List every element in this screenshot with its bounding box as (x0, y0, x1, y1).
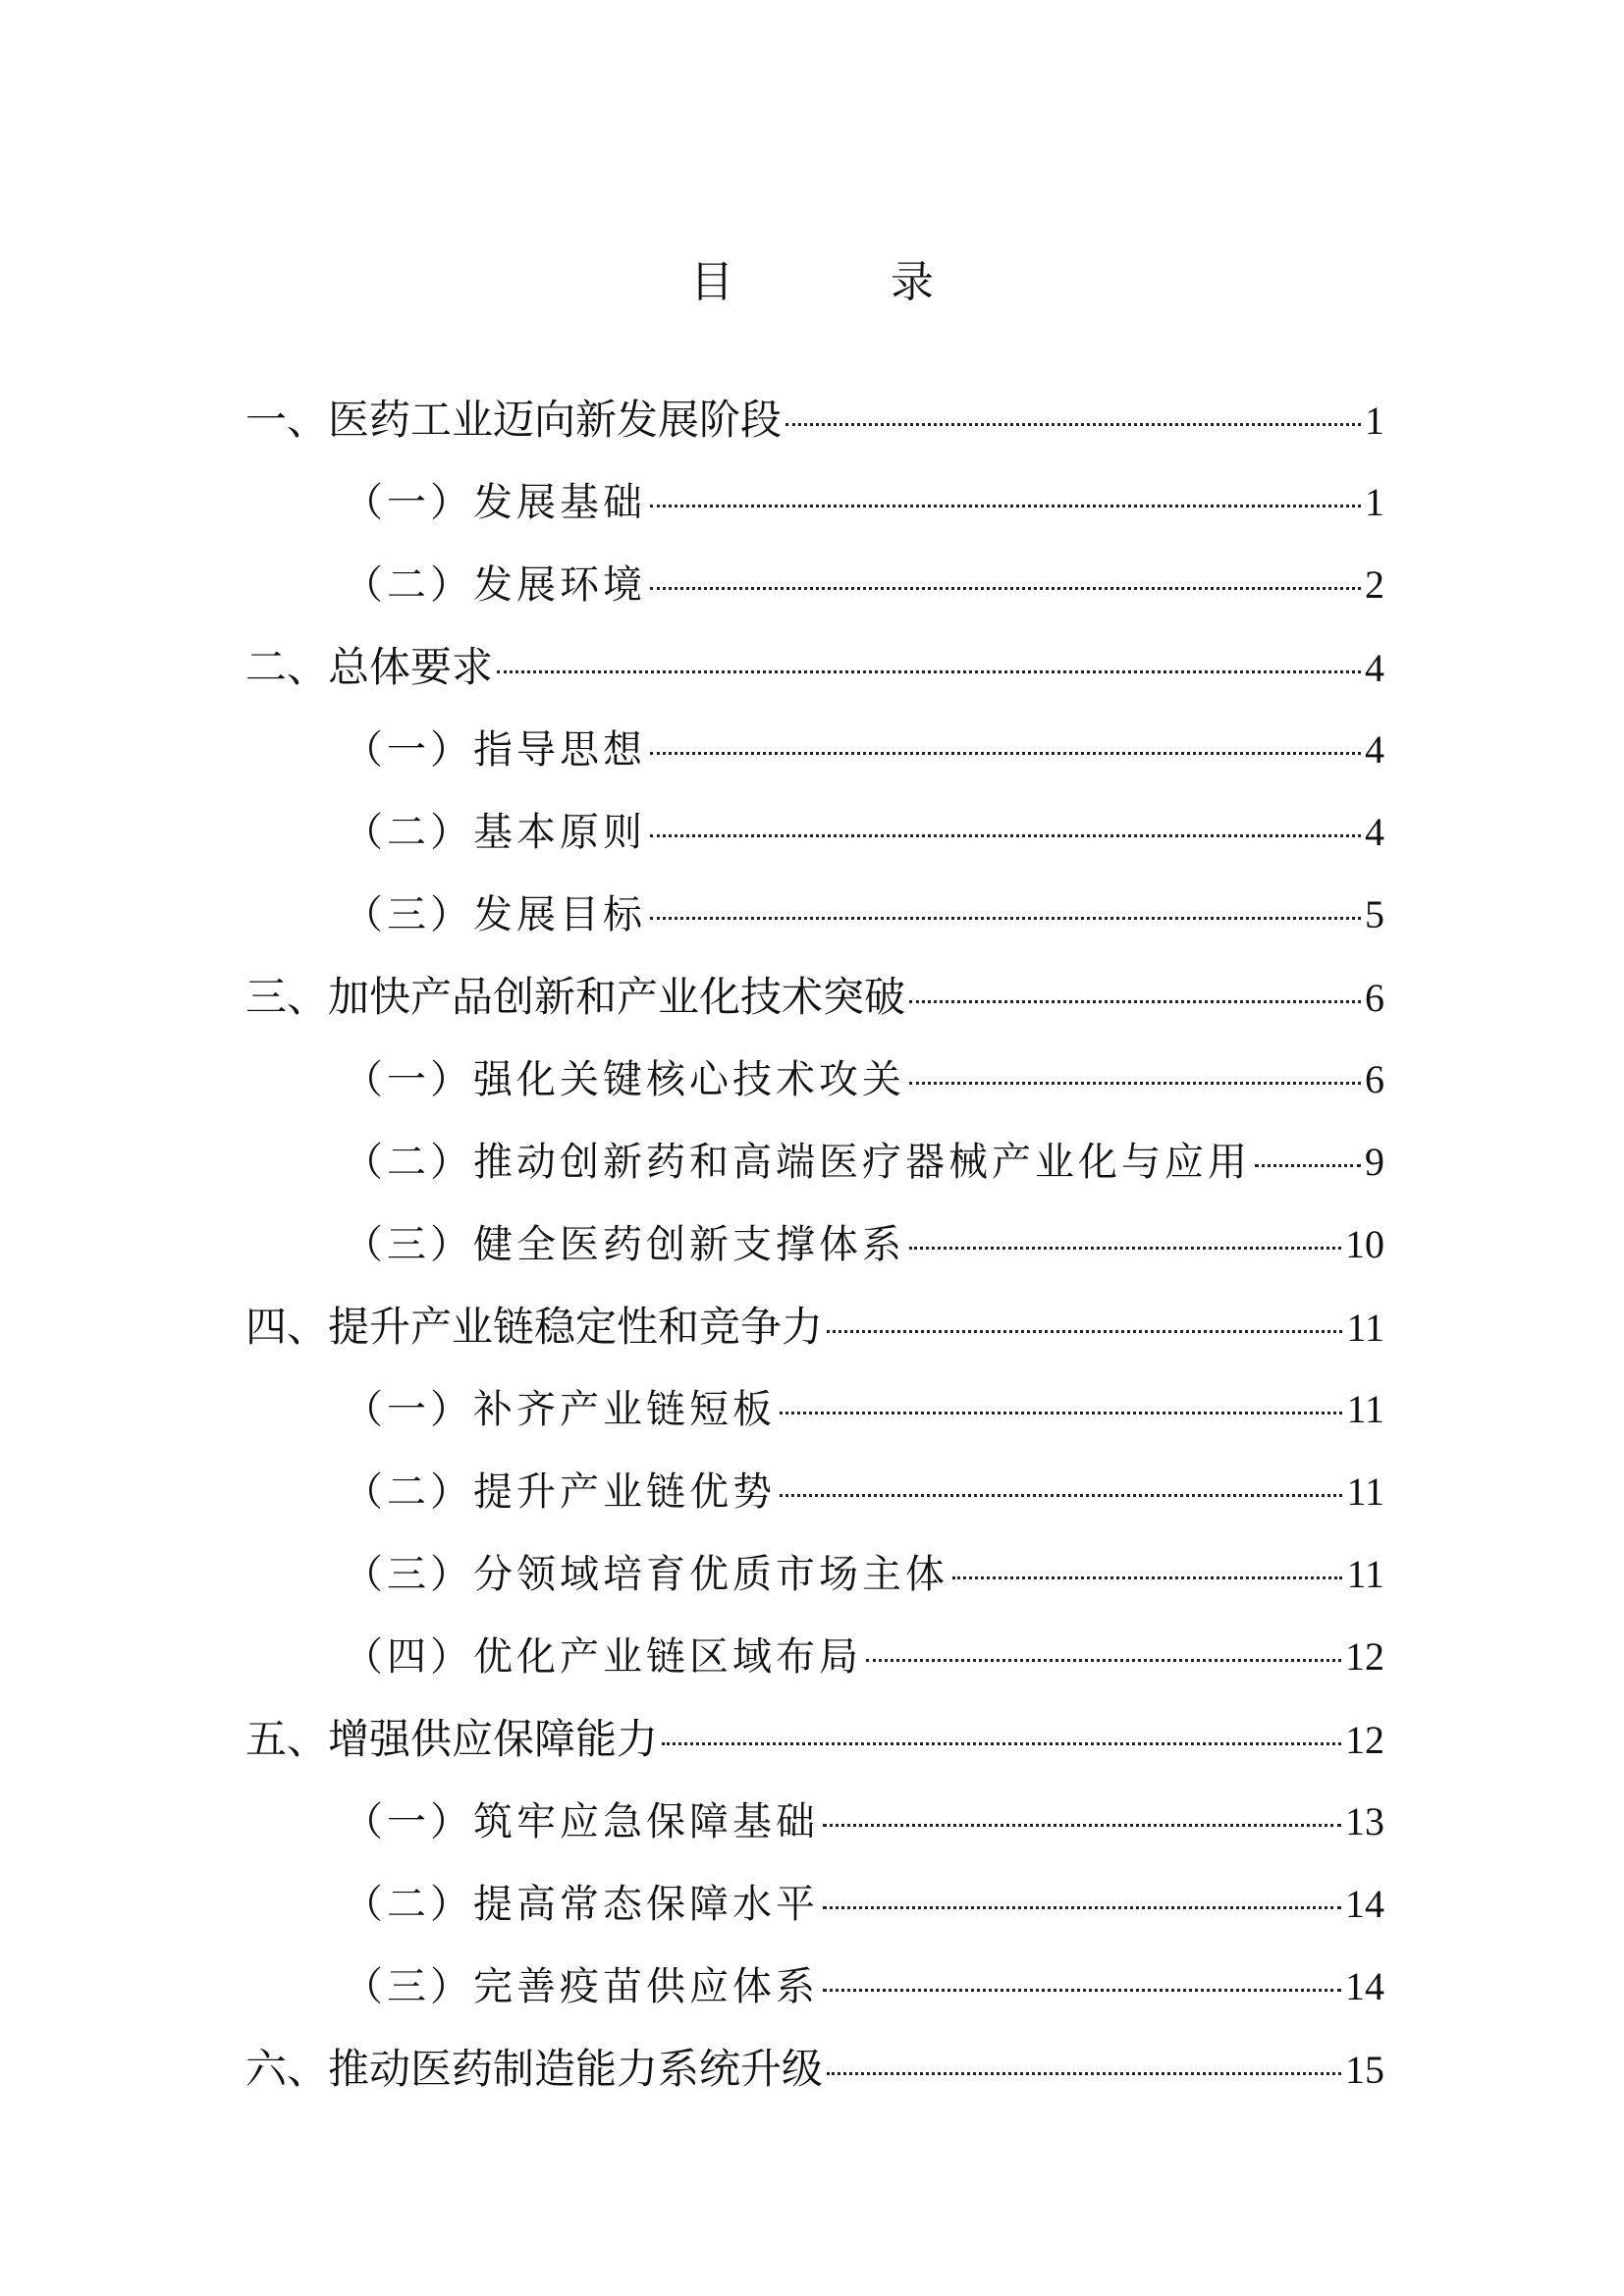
toc-entry-label: （二）提高常态保障水平 (344, 1882, 819, 1927)
toc-entry-label: （二）提升产业链优势 (344, 1469, 776, 1515)
toc-section-entry[interactable] (245, 461, 1384, 544)
toc-page-number: 11 (1346, 1469, 1384, 1514)
toc-entry-label: （四）优化产业链区域布局 (344, 1634, 862, 1680)
toc-chapter-entry[interactable] (245, 379, 1384, 461)
toc-page-number: 11 (1346, 1387, 1384, 1431)
dot-leader (909, 1082, 1361, 1085)
toc-chapter-entry[interactable] (245, 2028, 1384, 2110)
toc-section-entry[interactable] (245, 1946, 1384, 2028)
toc-entry-label: （三）分领域培育优质市场主体 (344, 1552, 948, 1597)
dot-leader (780, 1412, 1342, 1415)
toc-entry-label: 六、推动医药制造能力系统升级 (245, 2045, 824, 2093)
toc-entry-label: （二）发展环境 (344, 562, 646, 608)
toc-entry-label: （一）补齐产业链短板 (344, 1387, 776, 1432)
toc-entry-label: （一）指导思想 (344, 727, 646, 773)
toc-page-number: 6 (1365, 976, 1384, 1020)
dot-leader (827, 1330, 1342, 1333)
dot-leader (650, 917, 1361, 920)
toc-entry-label: （二）基本原则 (344, 810, 646, 855)
toc-entry-label: （一）发展基础 (344, 480, 646, 525)
toc-entry-label: 一、医药工业迈向新发展阶段 (245, 396, 783, 444)
toc-entry-label: 五、增强供应保障能力 (245, 1715, 659, 1763)
toc-chapter-entry[interactable] (245, 1698, 1384, 1781)
toc-section-entry[interactable] (245, 1121, 1384, 1203)
dot-leader (650, 587, 1361, 590)
toc-page-number: 4 (1365, 810, 1384, 854)
dot-leader (650, 752, 1361, 755)
toc-section-entry[interactable] (245, 544, 1384, 626)
toc-page-number: 14 (1345, 1964, 1384, 2008)
toc-entry-label: 三、加快产品创新和产业化技术突破 (245, 973, 906, 1021)
toc-section-entry[interactable] (245, 1039, 1384, 1121)
toc-chapter-entry[interactable] (245, 1286, 1384, 1368)
dot-leader (785, 423, 1361, 426)
toc-section-entry[interactable] (245, 1451, 1384, 1533)
toc-page-number: 11 (1346, 1306, 1384, 1350)
toc-page-number: 14 (1345, 1882, 1384, 1926)
dot-leader (909, 1247, 1341, 1250)
toc-section-entry[interactable] (245, 1616, 1384, 1698)
dot-leader (827, 2072, 1341, 2075)
dot-leader (662, 1742, 1341, 1745)
toc-page-number: 9 (1365, 1140, 1384, 1184)
toc-entry-label: （一）筑牢应急保障基础 (344, 1799, 819, 1844)
toc-section-entry[interactable] (245, 1533, 1384, 1616)
toc-section-entry[interactable] (245, 1863, 1384, 1946)
toc-page-number: 1 (1365, 399, 1384, 443)
toc-page-number: 4 (1365, 727, 1384, 772)
dot-leader (780, 1494, 1342, 1497)
toc-page-number: 10 (1345, 1222, 1384, 1266)
toc-section-entry[interactable] (245, 709, 1384, 791)
dot-leader (650, 834, 1361, 837)
toc-section-entry[interactable] (245, 874, 1384, 956)
toc-entry-label: （三）发展目标 (344, 892, 646, 937)
toc-chapter-entry[interactable] (245, 956, 1384, 1039)
toc-page-number: 5 (1365, 892, 1384, 936)
dot-leader (650, 505, 1361, 507)
table-of-contents (245, 379, 1384, 2110)
toc-page-number: 13 (1345, 1799, 1384, 1843)
toc-page-number: 1 (1365, 480, 1384, 524)
toc-section-entry[interactable] (245, 1203, 1384, 1286)
toc-entry-label: （三）完善疫苗供应体系 (344, 1964, 819, 2009)
toc-entry-label: （一）强化关键核心技术攻关 (344, 1057, 905, 1102)
toc-page-number: 2 (1365, 562, 1384, 607)
page-title: 目 录 (690, 257, 991, 307)
toc-section-entry[interactable] (245, 791, 1384, 874)
toc-section-entry[interactable] (245, 1781, 1384, 1863)
toc-entry-label: （三）健全医药创新支撑体系 (344, 1222, 905, 1267)
toc-section-entry[interactable] (245, 1368, 1384, 1451)
toc-chapter-entry[interactable] (245, 626, 1384, 709)
dot-leader (497, 670, 1361, 673)
dot-leader (909, 1000, 1361, 1003)
toc-page-number: 6 (1365, 1057, 1384, 1101)
toc-page-number: 11 (1346, 1552, 1384, 1596)
dot-leader (823, 1989, 1341, 1992)
dot-leader (823, 1824, 1341, 1827)
toc-page-number: 12 (1345, 1718, 1384, 1762)
toc-entry-label: 二、总体要求 (245, 643, 494, 691)
dot-leader (952, 1576, 1342, 1579)
toc-page-number: 15 (1345, 2048, 1384, 2092)
toc-page-number: 12 (1345, 1634, 1384, 1679)
dot-leader (866, 1659, 1341, 1662)
toc-entry-label: （二）推动创新药和高端医疗器械产业化与应用 (344, 1140, 1251, 1185)
dot-leader (1255, 1164, 1361, 1167)
toc-page-number: 4 (1365, 646, 1384, 690)
toc-entry-label: 四、提升产业链稳定性和竞争力 (245, 1303, 824, 1351)
dot-leader (823, 1906, 1341, 1909)
